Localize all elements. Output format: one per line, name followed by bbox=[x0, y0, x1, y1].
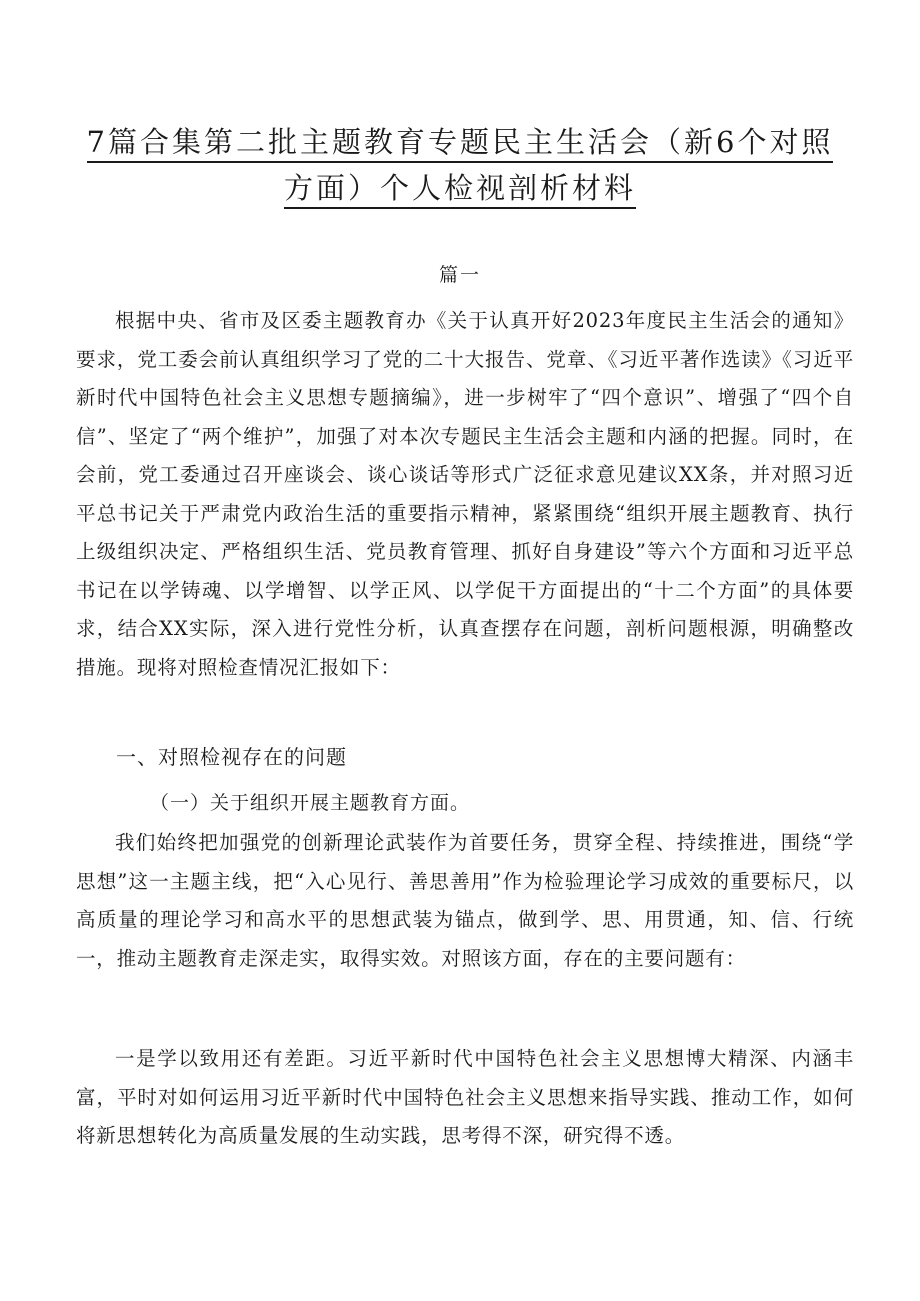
subsection-heading: （一）关于组织开展主题教育方面。 bbox=[150, 792, 471, 814]
intro-paragraph: 根据中央、省市及区委主题教育办《关于认真开好2023年度民主生活会的通知》要求，党工委会前认真组织学习了党的二十大报告、党章、《习近平著作选读》《习近平新时代中国特色社会主义思想专题摘编》，进一步树牢了“四个意识”、增强了“四个自信”、坚定了“两个维护”，加强了对本次专题民主生活会主题和内涵的把握。同时，在会前，党工委通过召开座谈会、谈心谈话等形式广泛征求意见建议XX条，并对照习近平总书记关于严肃党内政治生活的重要指示精神，紧紧围绕“组织开展主题教育、执行上级组织决定、严格组织生活、党员教育管理、抓好自身建设”等六个方面和习近平总书记在以学铸魂、以学增智、以学正风、以学促干方面提出的“十二个方面”的具体要求，结合XX实际，深入进行党性分析，认真查摆存在问题，剖析问题根源，明确整改措施。现将对照检查情况汇报如下： bbox=[76, 309, 854, 679]
body-paragraph-2: 我们始终把加强党的创新理论武装作为首要任务，贯穿全程、持续推进，围绕“学思想”这一主题主线，把“入心见行、善思善用”作为检验理论学习成效的重要标尺，以高质量的理论学习和高水平的思想武装为锚点，做到学、思、用贯通，知、信、行统一，推动主题教育走深走实，取得实效。对照该方面，存在的主要问题有： bbox=[76, 831, 854, 970]
title-text-2: 方面）个人检视剖析材料 bbox=[284, 169, 636, 209]
section-label: 篇一 bbox=[438, 264, 481, 286]
document-title-line-2 bbox=[60, 160, 860, 216]
body-paragraph-3: 一是学以致用还有差距。习近平新时代中国特色社会主义思想博大精深、内涵丰富，平时对如何运用习近平新时代中国特色社会主义思想来指导实践、推动工作，如何将新思想转化为高质量发展的生动实践，思考得不深，研究得不透。 bbox=[76, 1047, 854, 1147]
section-heading: 一、对照检视存在的问题 bbox=[116, 745, 347, 769]
title-text-1: 7篇合集第二批主题教育专题民主生活会（新6个对照 bbox=[87, 123, 834, 163]
